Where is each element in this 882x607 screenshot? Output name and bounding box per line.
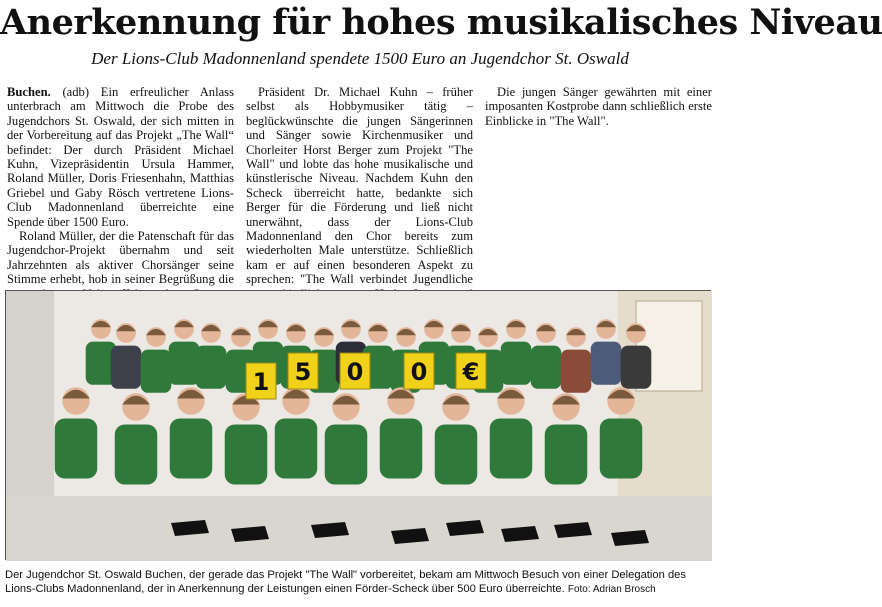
check-card (288, 353, 318, 389)
check-card (404, 353, 434, 389)
headline: Anerkennung für hohes musikalisches Niveau (0, 2, 882, 43)
group-photo (5, 290, 711, 560)
article-paragraph-2: Roland Müller, der die Patenschaft für das Jugendchor-Projekt übernahm und seit Jahrzehnten als aktiver Chorsänger seine Stimme erhebt, hob in seiner Begrüßung die (7, 229, 234, 287)
photo-credit: Foto: Adrian Brosch (567, 584, 656, 595)
dateline: Buchen. (7, 85, 51, 99)
front-row (55, 387, 643, 484)
article-body (7, 85, 713, 285)
group-photo-illustration (6, 291, 712, 561)
article-paragraph-4: Die jungen Sänger gewährten mit einer imposanten Kostprobe dann schließlich erste Einblicke in "The Wall". (485, 85, 712, 128)
photo-caption (5, 568, 715, 597)
photo-floor (6, 496, 712, 561)
check-card (246, 363, 276, 399)
svg-text:5: 5 (294, 358, 312, 386)
check-card (456, 353, 486, 389)
check-card (340, 353, 370, 389)
svg-text:0: 0 (346, 358, 364, 386)
subheadline: Der Lions-Club Madonnenland spendete 1500 Euro an Jugendchor St. Oswald (91, 49, 629, 68)
article-paragraph-1-text: (adb) Ein erfreulicher Anlass unterbrach am Mittwoch die Probe des Jugendchors St. Oswald, der sich mitten in der Vorbereitung auf das Projekt „The Wall“ befindet: Der durch Präsident Michael Kuhn, Vizepräsidentin Ursula Hammer, Roland Müller, Doris Friesenhahn, Matthias Griebel und Gaby Rösch vertretene Lions-Club Madonnenland überreichte eine Spende über 1500 Euro. (7, 85, 234, 229)
svg-text:0: 0 (410, 358, 428, 386)
article-paragraph-1 (7, 85, 234, 229)
article-column-3 (485, 85, 712, 128)
article-paragraph-3: Präsident Dr. Michael Kuhn – früher selbst als Hobbymusiker tätig – beglückwünschte die jungen Sängerinnen und Sänger sowie Kirchenmusiker und Chorleiter Horst Berger zum Projekt "The Wall" und lobte das hohe musikalische und künstlerische Niveau. Nachdem Kuhn den Scheck überreicht hatte, bedankte sich Berger für die Förderung und ließ nicht unerwähnt, dass der Lions-Club Madonnenland den Chor bereits zum wiederholten Male unterstütze. Schließlich kam er auf einen besonderen Aspekt zu sprechen: "The Wall verbindet Jugendliche (246, 85, 473, 287)
caption-text: Der Jugendchor St. Oswald Buchen, der gerade das Projekt "The Wall" vorbereitet, bekam am Mittwoch Besuch von einer Delegation des Lions-Clubs Madonnenland, der in Anerkennung der Leistungen einen Förder-Scheck über 500 Euro überreichte. (5, 569, 686, 595)
svg-text:€: € (462, 358, 480, 386)
svg-text:1: 1 (252, 368, 270, 396)
